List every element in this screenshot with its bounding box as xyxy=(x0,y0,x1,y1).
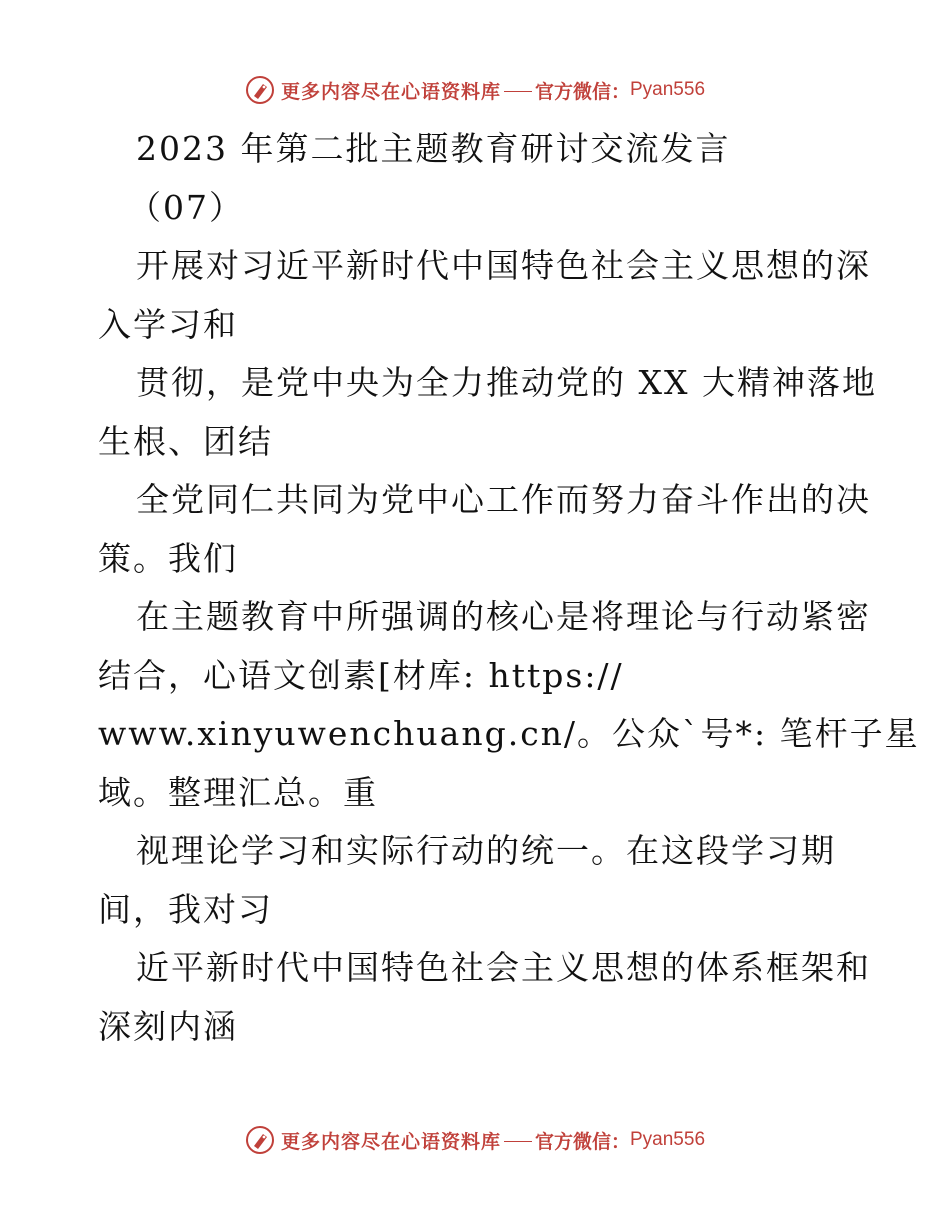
pen-nib-circle-icon xyxy=(245,1125,275,1155)
paragraph-line: 深刻内涵 xyxy=(98,1006,238,1046)
banner-divider xyxy=(504,1141,532,1142)
paragraph-line: 域。整理汇总。重 xyxy=(98,772,378,812)
banner-text: 更多内容尽在心语资料库 xyxy=(280,80,501,103)
paragraph-line: 在主题教育中所强调的核心是将理论与行动紧密 xyxy=(136,597,871,636)
paragraph-line: 间，我对习 xyxy=(98,889,273,929)
banner-wechat-label: 官方微信： xyxy=(534,80,630,103)
document-subtitle: （07） xyxy=(128,187,244,227)
paragraph-line: 入学习和 xyxy=(98,304,238,344)
paragraph-line: 结合，心语文创素[材库: https:// xyxy=(98,655,624,695)
paragraph-line: www.xinyuwenchuang.cn/。公众`号*: 笔杆子星 xyxy=(98,714,920,753)
pen-nib-circle-icon xyxy=(245,75,275,105)
document-body xyxy=(98,120,920,1056)
banner-wechat-id: Pyan556 xyxy=(630,1129,706,1150)
paragraph-line: 全党同仁共同为党中心工作而努力奋斗作出的决 xyxy=(136,480,871,519)
banner-divider xyxy=(504,91,532,92)
paragraph-line: 策。我们 xyxy=(98,538,238,578)
header-banner[interactable] xyxy=(0,70,950,110)
paragraph-line: 贯彻，是党中央为全力推动党的 XX 大精神落地 xyxy=(136,363,877,402)
paragraph-line: 开展对习近平新时代中国特色社会主义思想的深 xyxy=(136,246,871,285)
banner-wechat-label: 官方微信： xyxy=(534,1130,630,1153)
paragraph-line: 视理论学习和实际行动的统一。在这段学习期 xyxy=(136,831,836,870)
paragraph-line: 近平新时代中国特色社会主义思想的体系框架和 xyxy=(136,948,871,987)
paragraph-line: 生根、团结 xyxy=(98,421,273,461)
document-title: 2023 年第二批主题教育研讨交流发言 xyxy=(136,129,731,168)
banner-wechat-id: Pyan556 xyxy=(630,79,706,100)
banner-text: 更多内容尽在心语资料库 xyxy=(280,1130,501,1153)
footer-banner[interactable] xyxy=(0,1120,950,1160)
